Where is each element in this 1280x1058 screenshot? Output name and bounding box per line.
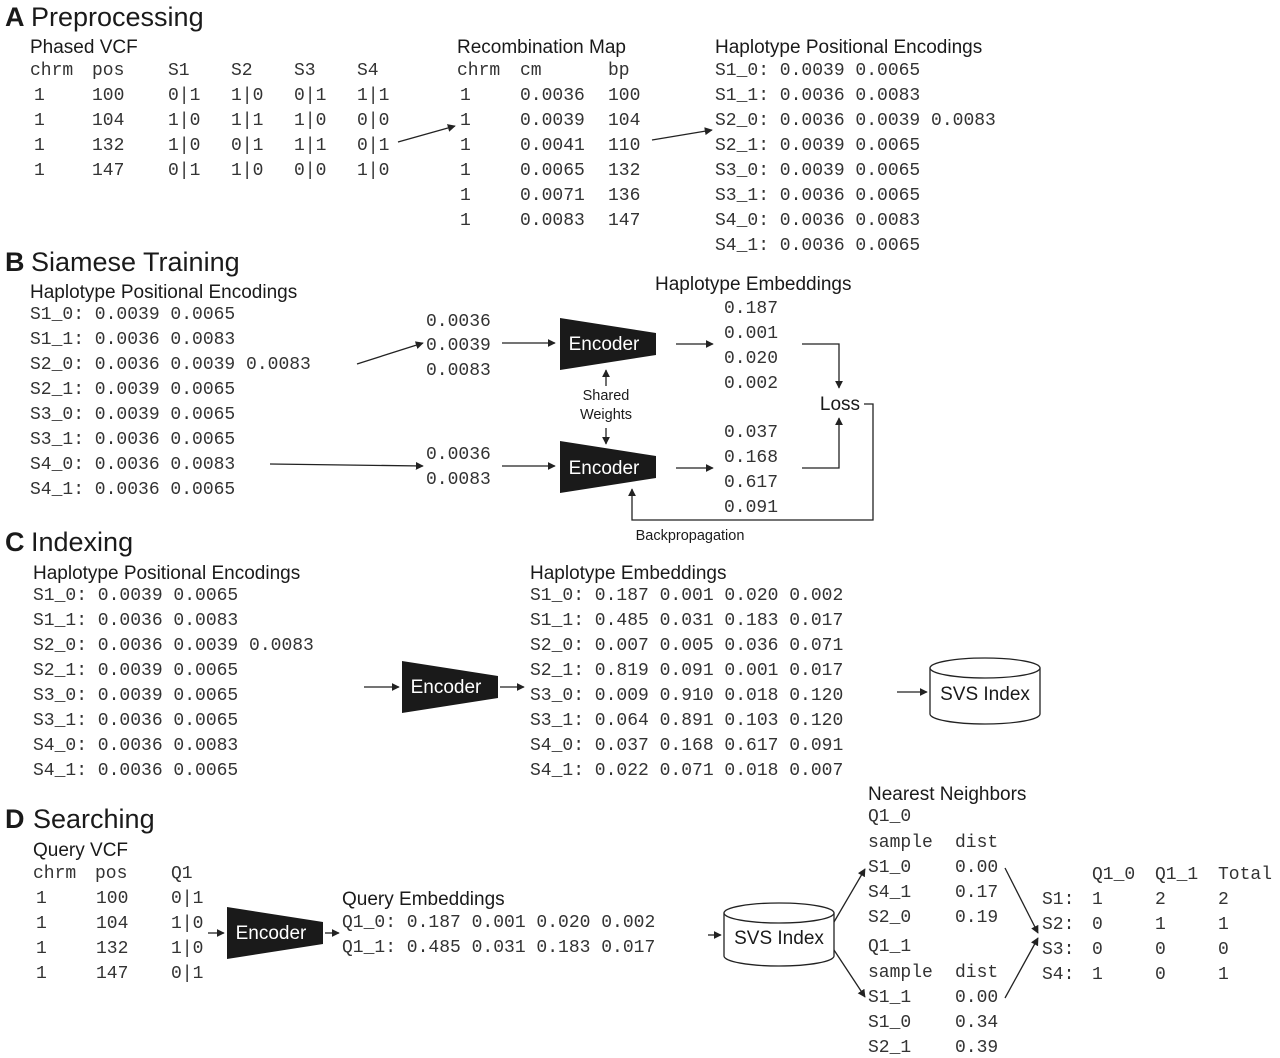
arrow-q1-0-to-counts <box>1005 868 1038 933</box>
vcf-cell: 147 <box>92 161 125 181</box>
map-cell: 100 <box>608 86 641 106</box>
count-cell: S1: <box>1042 890 1075 910</box>
vcf-cell: 1|0 <box>294 111 327 131</box>
nn-query-label: Q1_1 <box>868 937 912 957</box>
panel-b-letter: B <box>5 247 25 277</box>
nn-cell: S2_0 <box>868 908 912 928</box>
arrow-embedding-bottom-to-loss <box>802 418 839 468</box>
panel-b <box>5 247 873 544</box>
positional-encodings-heading: Haplotype Positional Encodings <box>715 37 983 58</box>
encoder <box>227 907 323 959</box>
query-cell: 1 <box>36 889 47 909</box>
panel-d-letter: D <box>5 804 25 834</box>
map-cell: 132 <box>608 161 641 181</box>
embedding-value: 0.001 <box>724 324 779 344</box>
panel-b-title: Siamese Training <box>31 247 240 277</box>
vcf-header-cell: S3 <box>294 61 316 81</box>
arrow-vcf-to-map <box>398 126 455 142</box>
panel-a-title: Preprocessing <box>31 2 204 32</box>
encoder-top <box>560 318 656 370</box>
nn-header-cell: sample <box>868 833 933 853</box>
arrow-s4-0-to-input <box>270 464 423 466</box>
embedding-value: 0.187 <box>724 299 779 319</box>
cylinder-top <box>724 903 834 923</box>
count-header-cell: Q1_0 <box>1092 865 1136 885</box>
encoder <box>402 661 498 713</box>
encoder-label: Encoder <box>568 458 640 479</box>
query-cell: 147 <box>96 964 129 984</box>
map-cell: 0.0083 <box>520 211 585 231</box>
embedding-top <box>724 299 778 394</box>
nn-cell: 0.17 <box>955 883 999 903</box>
map-cell: 1 <box>460 186 471 206</box>
encoding-line: S1_0: 0.0039 0.0065 <box>715 61 921 81</box>
vcf-header-cell: pos <box>92 61 125 81</box>
map-cell: 1 <box>460 211 471 231</box>
embedding-value: 0.002 <box>724 374 779 394</box>
nn-header-cell: dist <box>955 833 999 853</box>
encoding-line: S3_1: 0.0036 0.0065 <box>715 186 921 206</box>
vcf-header-cell: chrm <box>30 61 74 81</box>
vcf-header-cell: S1 <box>168 61 190 81</box>
map-header-cell: cm <box>520 61 542 81</box>
loss-label: Loss <box>819 394 861 415</box>
embedding-line: S2_1: 0.819 0.091 0.001 0.017 <box>530 661 844 681</box>
panel-a-letter: A <box>5 2 25 32</box>
vcf-cell: 0|1 <box>168 161 201 181</box>
phased-vcf-heading: Phased VCF <box>30 37 138 58</box>
encoding-line: S4_0: 0.0036 0.0083 <box>30 455 236 475</box>
backpropagation-label: Backpropagation <box>635 528 745 544</box>
embedding-value: 0.168 <box>724 448 779 468</box>
map-cell: 110 <box>608 136 641 156</box>
neighbor-count-table <box>1042 865 1272 985</box>
query-embeddings-heading: Query Embeddings <box>342 889 505 910</box>
nn-cell: 0.00 <box>955 858 999 878</box>
panel-c-letter: C <box>5 527 25 557</box>
embedding-line: S1_0: 0.187 0.001 0.020 0.002 <box>530 586 844 606</box>
nn-cell: 0.00 <box>955 988 999 1008</box>
input-value: 0.0083 <box>426 470 491 490</box>
nn-group-q1-1 <box>868 937 998 1058</box>
vcf-cell: 1|0 <box>168 111 201 131</box>
query-cell: 1 <box>36 964 47 984</box>
vcf-cell: 132 <box>92 136 125 156</box>
encoding-line: S3_1: 0.0036 0.0065 <box>30 430 236 450</box>
count-header-cell: Q1_1 <box>1155 865 1199 885</box>
vcf-cell: 1|0 <box>231 161 264 181</box>
recombination-map-heading: Recombination Map <box>457 37 626 58</box>
vcf-cell: 1|0 <box>231 86 264 106</box>
shared-weights-label-1: Shared <box>582 388 630 404</box>
query-vcf-heading: Query VCF <box>33 840 129 861</box>
encoding-line: S2_1: 0.0039 0.0065 <box>30 380 236 400</box>
vcf-cell: 0|1 <box>231 136 264 156</box>
embeddings-heading: Haplotype Embeddings <box>530 563 727 584</box>
encoder-label: Encoder <box>568 334 640 355</box>
count-cell: S4: <box>1042 965 1075 985</box>
encoding-line: S4_0: 0.0036 0.0083 <box>33 736 239 756</box>
vcf-cell: 0|1 <box>294 86 327 106</box>
count-cell: 1 <box>1092 890 1103 910</box>
input-value: 0.0036 <box>426 312 491 332</box>
map-cell: 136 <box>608 186 641 206</box>
map-header-cell: bp <box>608 61 630 81</box>
encoding-line: S3_0: 0.0039 0.0065 <box>715 161 921 181</box>
shared-weights-label-2: Weights <box>579 407 633 423</box>
query-embedding-line: Q1_0: 0.187 0.001 0.020 0.002 <box>342 913 656 933</box>
vcf-cell: 1|0 <box>168 136 201 156</box>
map-cell: 147 <box>608 211 641 231</box>
encoding-line: S1_0: 0.0039 0.0065 <box>33 586 239 606</box>
count-cell: S2: <box>1042 915 1075 935</box>
nn-header-cell: dist <box>955 963 999 983</box>
nn-cell: S1_0 <box>868 1013 912 1033</box>
query-cell: 1 <box>36 914 47 934</box>
embeddings-list <box>530 586 843 781</box>
embedding-bottom <box>724 423 778 518</box>
nn-header-cell: sample <box>868 963 933 983</box>
encoding-line: S2_0: 0.0036 0.0039 0.0083 <box>715 111 996 131</box>
encoding-line: S1_1: 0.0036 0.0083 <box>30 330 236 350</box>
nn-group-q1-0 <box>868 807 998 928</box>
count-cell: 0 <box>1092 915 1103 935</box>
query-cell: 1|0 <box>171 939 204 959</box>
encoding-line: S4_1: 0.0036 0.0065 <box>33 761 239 781</box>
map-cell: 1 <box>460 136 471 156</box>
query-cell: 104 <box>96 914 129 934</box>
count-cell: S3: <box>1042 940 1075 960</box>
encoding-line: S4_1: 0.0036 0.0065 <box>30 480 236 500</box>
vcf-cell: 0|0 <box>294 161 327 181</box>
recombination-map-table <box>457 61 640 231</box>
map-cell: 0.0039 <box>520 111 585 131</box>
vcf-cell: 1 <box>34 161 45 181</box>
encoding-line: S2_1: 0.0039 0.0065 <box>33 661 239 681</box>
encoding-line: S1_1: 0.0036 0.0083 <box>33 611 239 631</box>
embedding-line: S3_1: 0.064 0.891 0.103 0.120 <box>530 711 844 731</box>
encoder-label: Encoder <box>410 677 482 698</box>
embedding-value: 0.037 <box>724 423 779 443</box>
arrow-q1-1-to-counts <box>1005 938 1038 998</box>
nn-query-label: Q1_0 <box>868 807 912 827</box>
vcf-cell: 0|1 <box>357 136 390 156</box>
arrow-index-to-q1-0 <box>834 869 865 922</box>
arrow-map-to-encodings <box>652 130 712 140</box>
vcf-header-cell: S4 <box>357 61 379 81</box>
vcf-cell: 1 <box>34 111 45 131</box>
nn-cell: 0.34 <box>955 1013 999 1033</box>
encoding-line: S2_0: 0.0036 0.0039 0.0083 <box>33 636 314 656</box>
nn-cell: S1_1 <box>868 988 912 1008</box>
embedding-line: S3_0: 0.009 0.910 0.018 0.120 <box>530 686 844 706</box>
query-cell: 100 <box>96 889 129 909</box>
vcf-cell: 1 <box>34 86 45 106</box>
embedding-value: 0.020 <box>724 349 779 369</box>
encoder-bottom <box>560 441 656 493</box>
query-cell: 1 <box>36 939 47 959</box>
arrow-embedding-top-to-loss <box>802 344 839 388</box>
svs-index-cylinder <box>724 903 834 966</box>
embedding-line: S1_1: 0.485 0.031 0.183 0.017 <box>530 611 844 631</box>
input-value: 0.0036 <box>426 445 491 465</box>
input-vector-bottom <box>426 445 491 490</box>
vcf-cell: 104 <box>92 111 125 131</box>
positional-encodings-list <box>715 61 996 256</box>
vcf-cell: 1|1 <box>357 86 390 106</box>
vcf-cell: 0|1 <box>168 86 201 106</box>
encoding-line: S3_0: 0.0039 0.0065 <box>33 686 239 706</box>
encoding-line: S2_1: 0.0039 0.0065 <box>715 136 921 156</box>
query-cell: 0|1 <box>171 964 204 984</box>
input-vector-top <box>426 312 491 381</box>
count-cell: 0 <box>1218 940 1229 960</box>
count-cell: 1 <box>1155 915 1166 935</box>
encoding-line: S3_0: 0.0039 0.0065 <box>30 405 236 425</box>
query-cell: 132 <box>96 939 129 959</box>
input-value: 0.0083 <box>426 361 491 381</box>
map-cell: 104 <box>608 111 641 131</box>
positional-encodings-heading: Haplotype Positional Encodings <box>33 563 301 584</box>
query-embeddings-list <box>342 913 655 958</box>
svs-index-cylinder <box>930 658 1040 724</box>
panel-c <box>5 527 1040 781</box>
query-header-cell: Q1 <box>171 864 193 884</box>
query-header-cell: chrm <box>33 864 77 884</box>
panel-a <box>5 2 996 256</box>
map-cell: 0.0071 <box>520 186 585 206</box>
arrow-index-to-q1-1 <box>834 950 865 997</box>
nearest-neighbors-heading: Nearest Neighbors <box>868 784 1027 805</box>
vcf-cell: 0|0 <box>357 111 390 131</box>
panel-d-title: Searching <box>33 804 155 834</box>
encoding-line: S4_0: 0.0036 0.0083 <box>715 211 921 231</box>
embedding-line: S4_0: 0.037 0.168 0.617 0.091 <box>530 736 844 756</box>
map-cell: 1 <box>460 86 471 106</box>
embedding-line: S4_1: 0.022 0.071 0.018 0.007 <box>530 761 844 781</box>
nn-cell: 0.39 <box>955 1038 999 1058</box>
embedding-line: S2_0: 0.007 0.005 0.036 0.071 <box>530 636 844 656</box>
map-cell: 0.0065 <box>520 161 585 181</box>
phased-vcf-table <box>30 61 389 181</box>
positional-encodings-list <box>30 305 311 500</box>
query-cell: 0|1 <box>171 889 204 909</box>
map-cell: 0.0041 <box>520 136 585 156</box>
count-cell: 1 <box>1218 915 1229 935</box>
count-header-cell: Total <box>1218 865 1273 885</box>
count-cell: 0 <box>1155 965 1166 985</box>
svs-index-label: SVS Index <box>734 928 824 949</box>
embedding-value: 0.091 <box>724 498 779 518</box>
count-cell: 1 <box>1092 965 1103 985</box>
cylinder-top <box>930 658 1040 678</box>
vcf-header-cell: S2 <box>231 61 253 81</box>
count-cell: 1 <box>1218 965 1229 985</box>
map-cell: 1 <box>460 161 471 181</box>
panel-c-title: Indexing <box>31 527 134 557</box>
query-cell: 1|0 <box>171 914 204 934</box>
count-cell: 0 <box>1092 940 1103 960</box>
svs-index-label: SVS Index <box>940 684 1030 705</box>
nn-cell: S2_1 <box>868 1038 912 1058</box>
encoding-line: S3_1: 0.0036 0.0065 <box>33 711 239 731</box>
map-cell: 1 <box>460 111 471 131</box>
encoding-line: S1_1: 0.0036 0.0083 <box>715 86 921 106</box>
encoding-line: S2_0: 0.0036 0.0039 0.0083 <box>30 355 311 375</box>
encoding-line: S1_0: 0.0039 0.0065 <box>30 305 236 325</box>
vcf-cell: 1|1 <box>294 136 327 156</box>
count-cell: 2 <box>1218 890 1229 910</box>
positional-encodings-heading: Haplotype Positional Encodings <box>30 282 298 303</box>
count-cell: 0 <box>1155 940 1166 960</box>
panel-d <box>5 784 1272 1058</box>
encoding-line: S4_1: 0.0036 0.0065 <box>715 236 921 256</box>
positional-encodings-list <box>33 586 314 781</box>
query-header-cell: pos <box>95 864 128 884</box>
vcf-cell: 1|1 <box>231 111 264 131</box>
map-cell: 0.0036 <box>520 86 585 106</box>
input-value: 0.0039 <box>426 336 491 356</box>
embedding-value: 0.617 <box>724 473 779 493</box>
encoder-label: Encoder <box>235 923 307 944</box>
count-cell: 2 <box>1155 890 1166 910</box>
arrow-s2-0-to-input <box>357 343 423 364</box>
embeddings-heading: Haplotype Embeddings <box>655 274 852 295</box>
vcf-cell: 100 <box>92 86 125 106</box>
nn-cell: S1_0 <box>868 858 912 878</box>
nn-cell: 0.19 <box>955 908 999 928</box>
query-vcf-table <box>33 864 203 984</box>
vcf-cell: 1|0 <box>357 161 390 181</box>
nn-cell: S4_1 <box>868 883 912 903</box>
map-header-cell: chrm <box>457 61 501 81</box>
query-embedding-line: Q1_1: 0.485 0.031 0.183 0.017 <box>342 938 656 958</box>
vcf-cell: 1 <box>34 136 45 156</box>
